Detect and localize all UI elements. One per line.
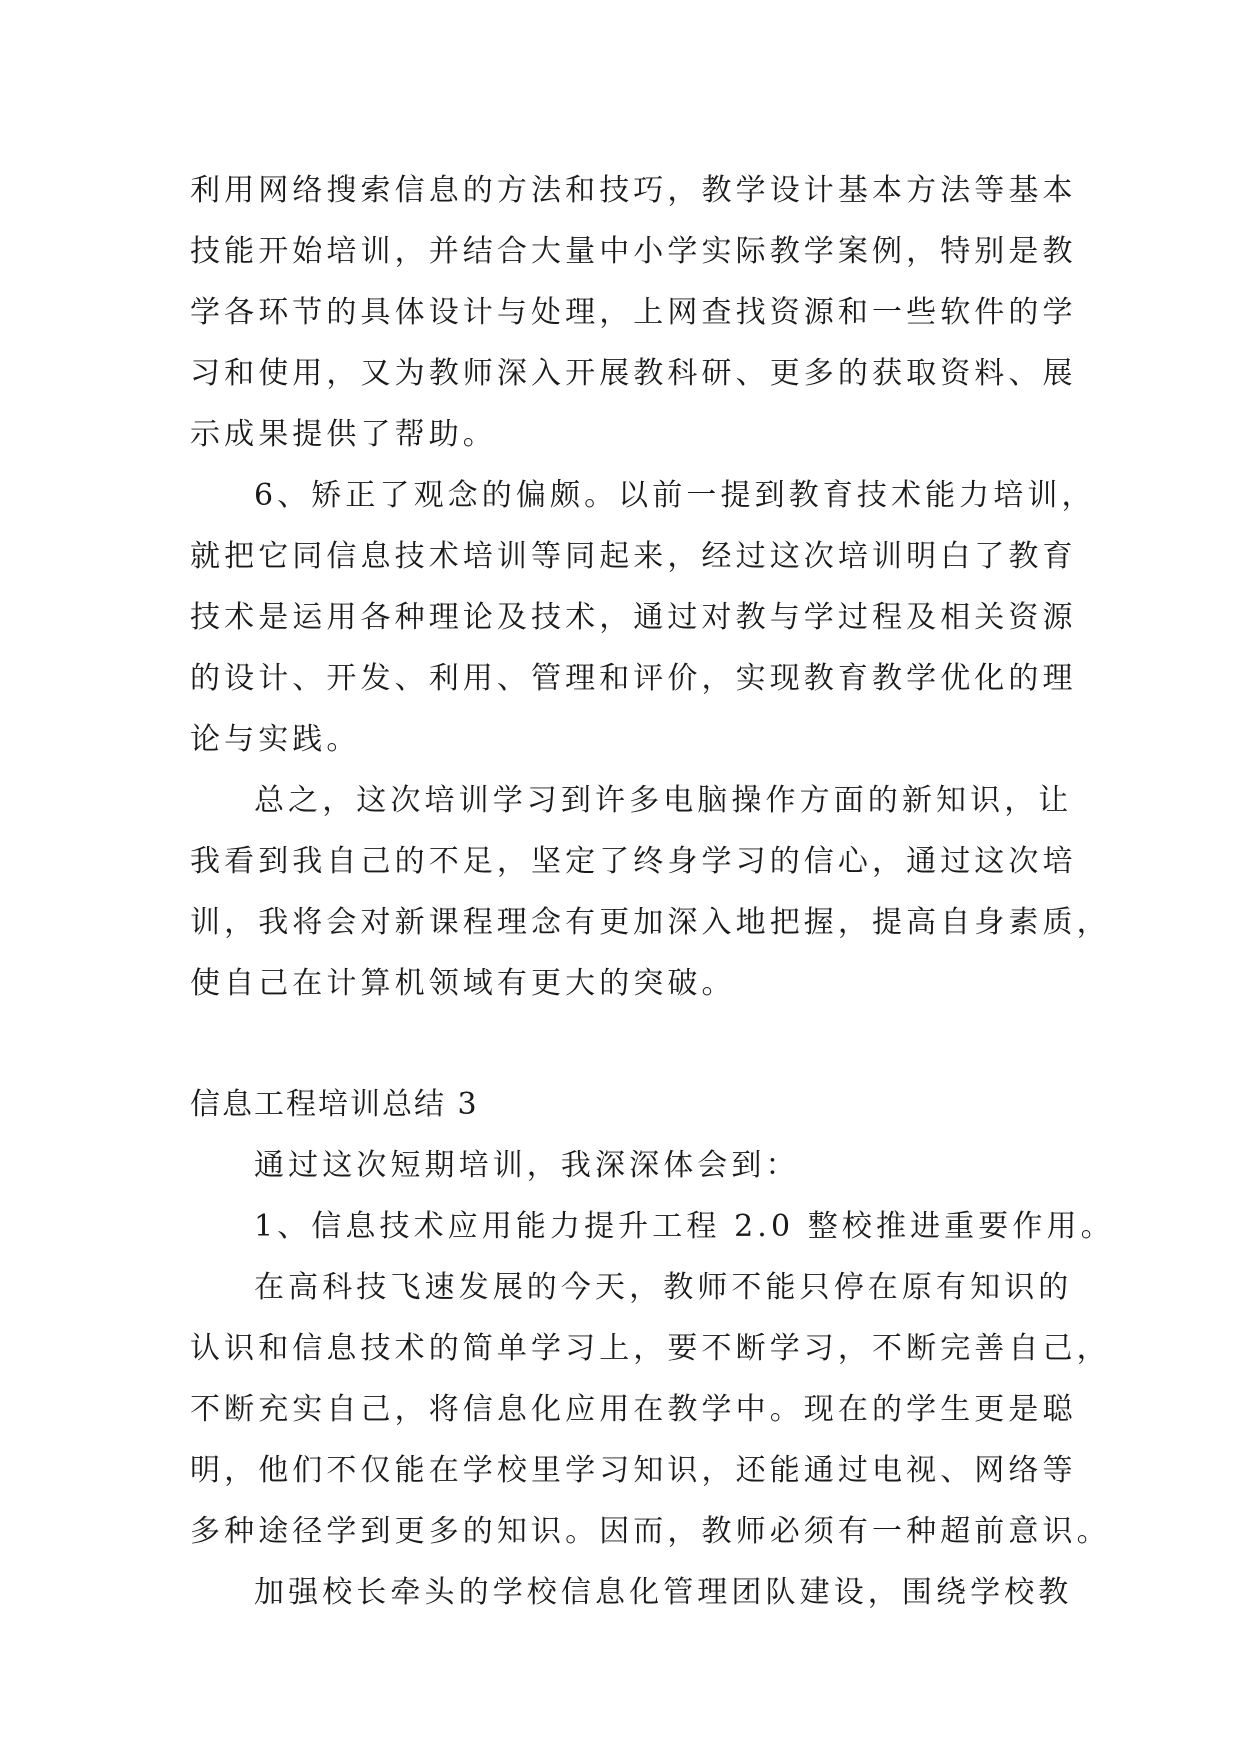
- paragraph: [190, 770, 1111, 1014]
- paragraph: [190, 1562, 1073, 1623]
- text-line: 学各环节的具体设计与处理，上网查找资源和一些软件的学: [190, 295, 1077, 330]
- paragraph: [190, 1257, 1111, 1562]
- text-line: 技能开始培训，并结合大量中小学实际教学案例，特别是教: [190, 234, 1077, 269]
- text-line: 加强校长牵头的学校信息化管理团队建设，围绕学校教: [254, 1575, 1073, 1610]
- section-spacer: [190, 1014, 1050, 1074]
- paragraph: [190, 160, 1077, 465]
- text-line: 技术是运用各种理论及技术，通过对教与学过程及相关资源: [190, 600, 1077, 635]
- text-line: 使自己在计算机领域有更大的突破。: [190, 966, 736, 1001]
- text-line: 总之，这次培训学习到许多电脑操作方面的新知识，让: [254, 783, 1073, 818]
- text-line: 习和使用，又为教师深入开展教科研、更多的获取资料、展: [190, 356, 1077, 391]
- text-line: 明，他们不仅能在学校里学习知识，还能通过电视、网络等: [190, 1453, 1077, 1488]
- text-line: 6、矫正了观念的偏颇。以前一提到教育技术能力培训，: [254, 478, 1096, 513]
- text-line: 的设计、开发、利用、管理和评价，实现教育教学优化的理: [190, 661, 1077, 696]
- text-line: 示成果提供了帮助。: [190, 417, 497, 452]
- text-line: 就把它同信息技术培训等同起来，经过这次培训明白了教育: [190, 539, 1077, 574]
- text-line: 认识和信息技术的简单学习上，要不断学习，不断完善自己，: [190, 1331, 1111, 1366]
- text-line: 通过这次短期培训，我深深体会到：: [254, 1148, 800, 1183]
- text-line: 在高科技飞速发展的今天，教师不能只停在原有知识的: [254, 1270, 1073, 1305]
- text-line: 训，我将会对新课程理念有更加深入地把握，提高自身素质，: [190, 905, 1111, 940]
- section-heading: 信息工程培训总结 3: [190, 1087, 479, 1122]
- text-line: 我看到我自己的不足，坚定了终身学习的信心，通过这次培: [190, 844, 1077, 879]
- paragraph: [190, 1196, 1115, 1257]
- paragraph: [190, 1135, 1050, 1196]
- text-line: 1、信息技术应用能力提升工程 2.0 整校推进重要作用。: [254, 1209, 1115, 1244]
- text-line: 多种途径学到更多的知识。因而，教师必须有一种超前意识。: [190, 1514, 1111, 1549]
- text-line: 论与实践。: [190, 722, 361, 757]
- document-body: [190, 160, 1115, 1623]
- text-line: 不断充实自己，将信息化应用在教学中。现在的学生更是聪: [190, 1392, 1077, 1427]
- paragraph: [190, 465, 1096, 770]
- text-line: 利用网络搜索信息的方法和技巧，教学设计基本方法等基本: [190, 173, 1077, 208]
